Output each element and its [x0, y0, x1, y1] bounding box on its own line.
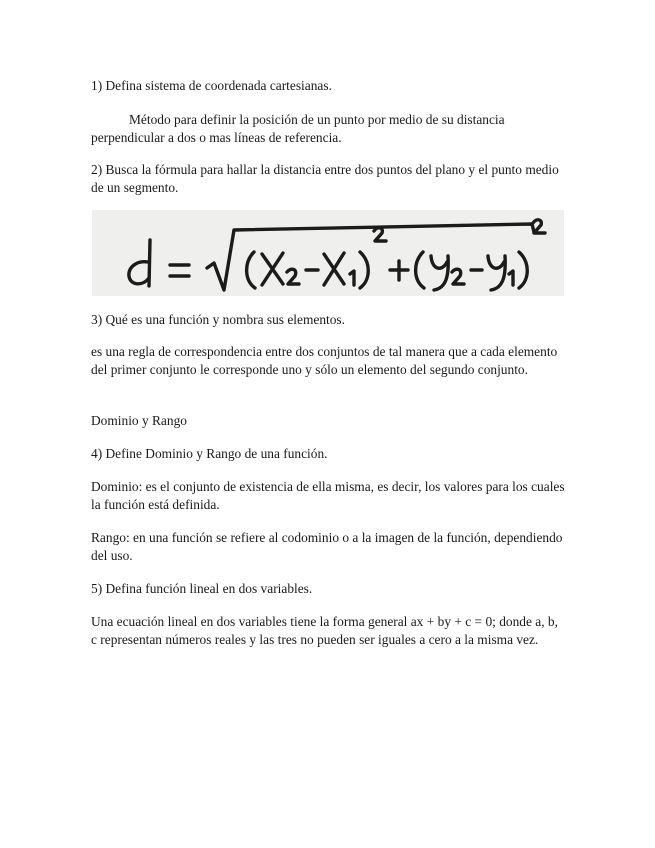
handwritten-formula: [92, 210, 564, 296]
question-3-answer: es una regla de correspondencia entre dos conjuntos de tal manera que a cada elemento del primer conjunto le corresponde uno y sólo un elemento del segundo conjunto.: [91, 344, 558, 377]
question-4-title: 4) Define Dominio y Rango de una función.: [91, 446, 328, 461]
question-1-answer: Método para definir la posición de un punto por medio de su distancia perpendicular a dos o mas líneas de referencia.: [91, 112, 505, 145]
question-3-title: 3) Qué es una función y nombra sus elementos.: [91, 312, 345, 327]
distance-formula-image: [92, 210, 564, 296]
question-5-answer: Una ecuación lineal en dos variables tiene la forma general ax + by + c = 0; donde a, b, c representan números reales y las tres no pueden ser iguales a cero a la misma vez.: [91, 614, 558, 647]
question-3-elements: Dominio y Rango: [91, 413, 187, 428]
question-2-title: 2) Busca la fórmula para hallar la distancia entre dos puntos del plano y el punto medio de un segmento.: [91, 162, 559, 195]
question-4-rango: Rango: en una función se refiere al codominio o a la imagen de la función, dependiendo del uso.: [91, 530, 563, 563]
question-1-title: 1) Defina sistema de coordenada cartesianas.: [91, 78, 332, 93]
question-4-dominio: Dominio: es el conjunto de existencia de ella misma, es decir, los valores para los cuales la función está definida.: [91, 479, 565, 512]
question-5-title: 5) Defina función lineal en dos variables.: [91, 581, 313, 596]
